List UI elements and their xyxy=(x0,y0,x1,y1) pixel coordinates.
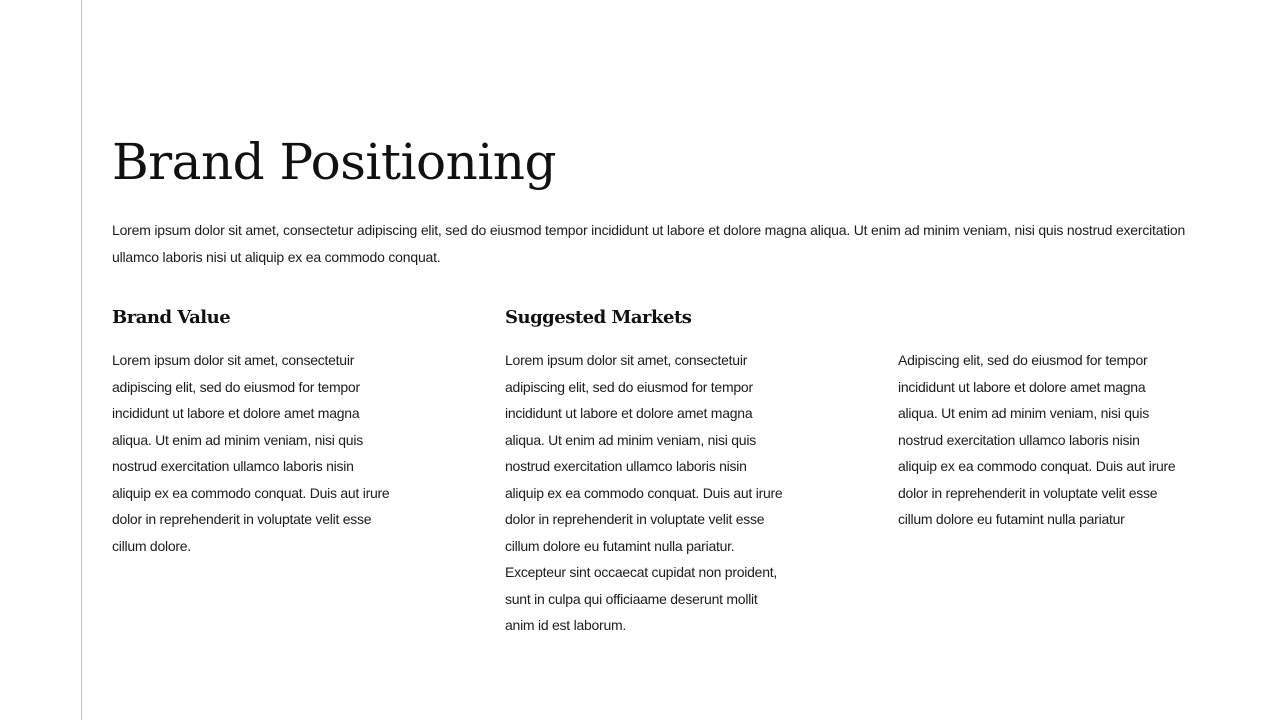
accent-divider-line xyxy=(81,0,82,720)
brand-value-heading: Brand Value xyxy=(112,307,231,328)
intro-paragraph: Lorem ipsum dolor sit amet, consectetur adipiscing elit, sed do eiusmod tempor incididunt ut labore et dolore magna aliqua. Ut enim ad minim veniam, nisi quis nostrud exercitation ullamco laboris nisi ut aliquip ex ea commodo conquat. xyxy=(112,222,1186,265)
third-column-text: Adipiscing elit, sed do eiusmod for tempor incididunt ut labore et dolore amet magna aliqua. Ut enim ad minim veniam, nisi quis nostrud exercitation ullamco laboris nisin aliquip ex ea commodo conquat. Duis aut irure dolor in reprehenderit in voluptate velit esse cillum dolore eu futamint nulla pariatur xyxy=(898,352,1176,527)
suggested-markets-text: Lorem ipsum dolor sit amet, consectetuir adipiscing elit, sed do eiusmod for tempor incididunt ut labore et dolore amet magna aliqua. Ut enim ad minim veniam, nisi quis nostrud exercitation ullamco laboris nisin aliquip ex ea commodo conquat. Duis aut irure dolor in reprehenderit in voluptate velit esse cillum dolore eu futamint nulla pariatur. Excepteur sint occaecat cupidat non proident, sunt in culpa qui officiaame deserunt mollit anim id est laborum. xyxy=(505,352,783,633)
brand-value-text: Lorem ipsum dolor sit amet, consectetuir adipiscing elit, sed do eiusmod for tempor incididunt ut labore et dolore amet magna aliqua. Ut enim ad minim veniam, nisi quis nostrud exercitation ullamco laboris nisin aliquip ex ea commodo conquat. Duis aut irure dolor in reprehenderit in voluptate velit esse cillum dolore. xyxy=(112,352,390,554)
slide-title: Brand Positioning xyxy=(112,133,557,191)
suggested-markets-heading: Suggested Markets xyxy=(505,307,692,328)
